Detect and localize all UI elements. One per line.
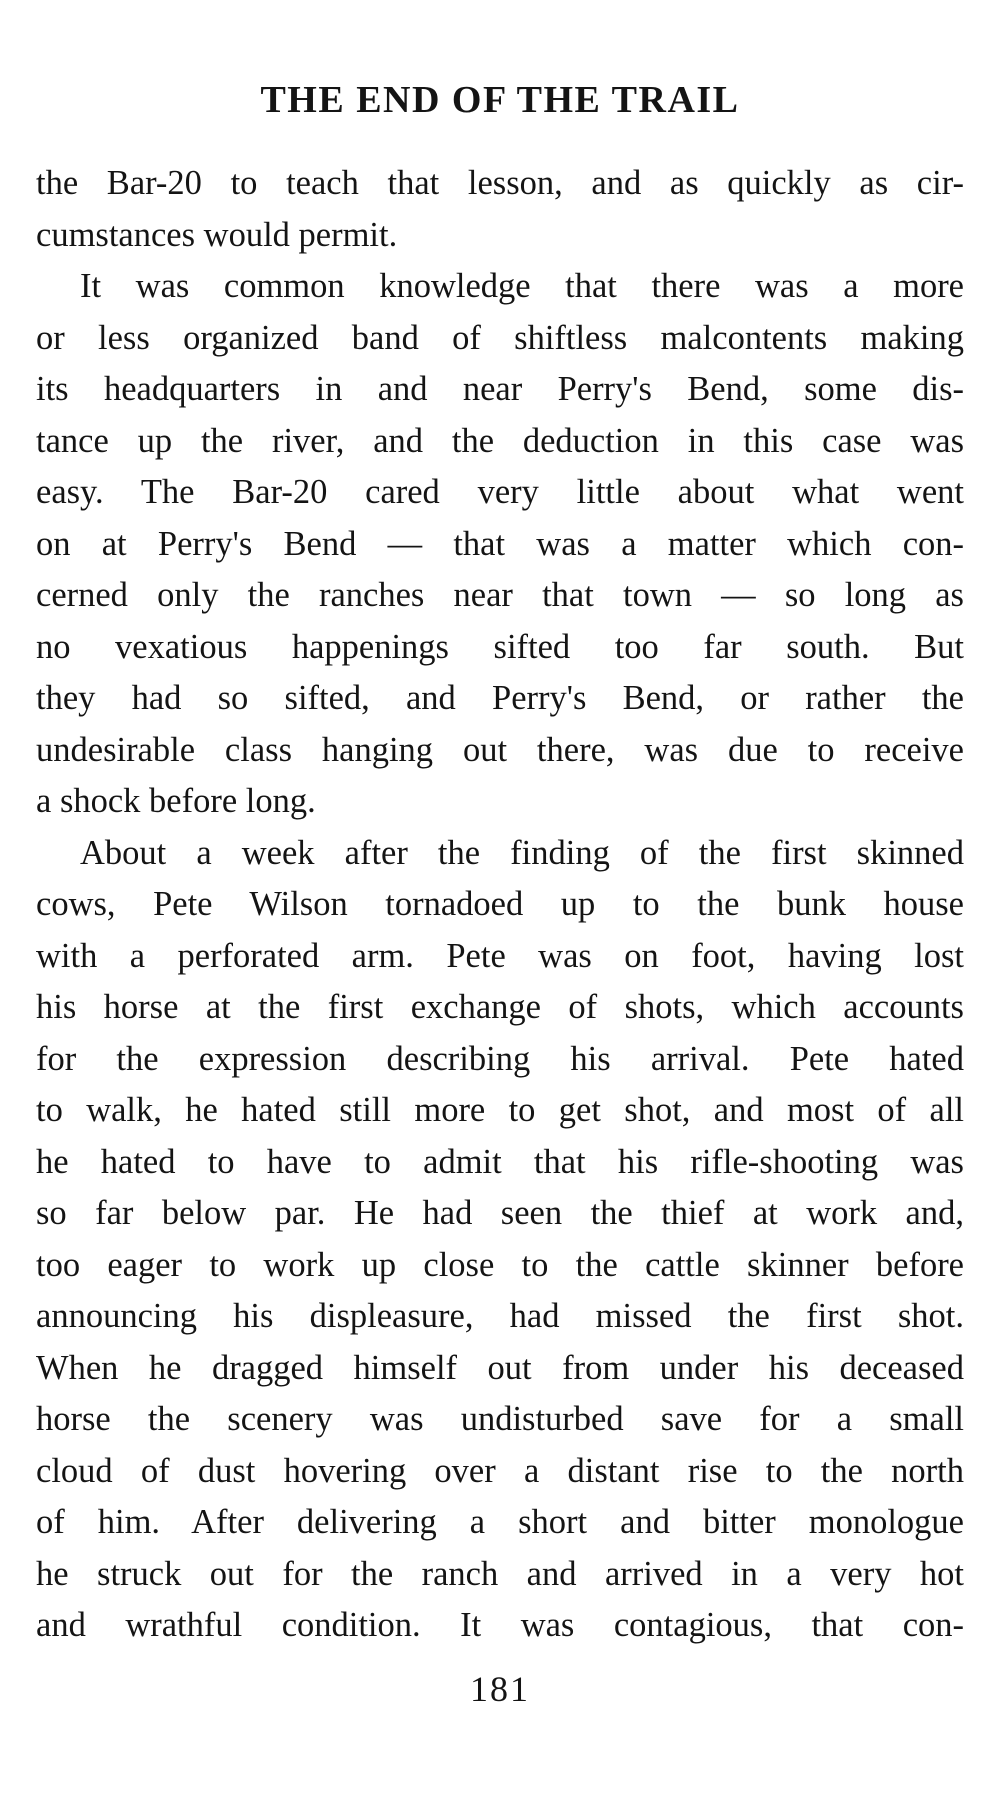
text-line: with a perforated arm. Pete was on foot, having lost — [36, 936, 964, 975]
text-line: horse the scenery was undisturbed save for a small — [36, 1400, 964, 1438]
text-line: his horse at the first exchange of shots, which accounts — [36, 988, 964, 1026]
text-line: they had so sifted, and Perry's Bend, or rather the — [36, 679, 964, 717]
text-line: cumstances would permit. — [36, 215, 398, 254]
text-line: for the expression describing his arrival. Pete hated — [36, 1039, 964, 1078]
text-line: no vexatious happenings sifted too far south. But — [36, 627, 964, 666]
text-line: he hated to have to admit that his rifle-shooting was — [36, 1142, 964, 1181]
text-line: undesirable class hanging out there, was due to receive — [36, 730, 964, 769]
text-line: or less organized band of shiftless malcontents making — [36, 318, 964, 357]
text-line: on at Perry's Bend — that was a matter which con- — [36, 524, 964, 563]
running-head: THE END OF THE TRAIL — [260, 79, 740, 121]
text-line: cerned only the ranches near that town — so long as — [36, 576, 964, 614]
text-line: to walk, he hated still more to get shot, and most of all — [36, 1091, 964, 1129]
book-page — [36, 0, 964, 1805]
text-line: About a week after the finding of the first skinned — [80, 833, 964, 872]
text-line: a shock before long. — [36, 782, 316, 820]
page-number: 181 — [470, 1669, 530, 1709]
text-line: cloud of dust hovering over a distant rise to the north — [36, 1451, 964, 1490]
text-line: the Bar-20 to teach that lesson, and as quickly as cir- — [36, 164, 964, 202]
text-line: When he dragged himself out from under his deceased — [36, 1348, 964, 1387]
text-line: its headquarters in and near Perry's Bend, some dis- — [36, 370, 964, 408]
text-line: so far below par. He had seen the thief at work and, — [36, 1194, 964, 1232]
text-line: easy. The Bar-20 cared very little about what went — [36, 473, 964, 511]
text-line: cows, Pete Wilson tornadoed up to the bunk house — [36, 885, 964, 923]
text-line: too eager to work up close to the cattle skinner before — [36, 1245, 964, 1284]
text-line: announcing his displeasure, had missed the first shot. — [36, 1297, 964, 1335]
text-line: It was common knowledge that there was a more — [80, 267, 964, 305]
text-line: and wrathful condition. It was contagious, that con- — [36, 1606, 964, 1644]
text-line: tance up the river, and the deduction in this case was — [36, 421, 964, 460]
body-text — [36, 158, 964, 1652]
text-line: he struck out for the ranch and arrived in a very hot — [36, 1554, 964, 1593]
text-line: of him. After delivering a short and bitter monologue — [36, 1503, 964, 1541]
